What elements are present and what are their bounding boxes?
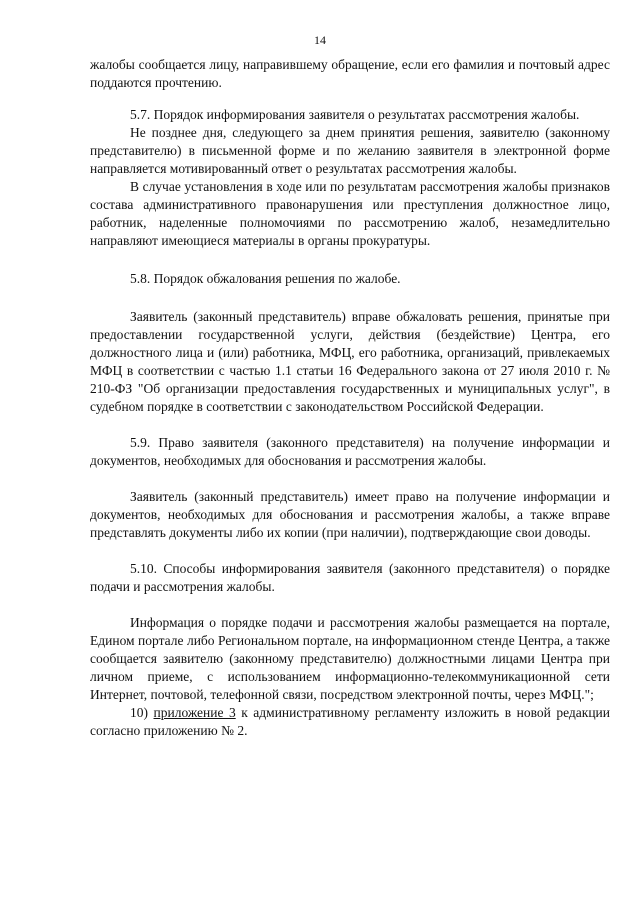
section-heading-5-10: 5.10. Способы информирования заявителя (законного представителя) о порядке подачи и рассмотрения жалобы. <box>90 561 610 594</box>
amendment-number: 10) <box>130 705 154 720</box>
section-heading-5-9: 5.9. Право заявителя (законного представителя) на получение информации и документов, необходимых для обоснования и рассмотрения жалобы. <box>90 435 610 468</box>
paragraph-prosecutor-referral: В случае установления в ходе или по результатам рассмотрения жалобы признаков состава административного правонарушения или преступления должностное лицо, работник, наделенные полномочиями по рассмотрению жалоб, незамедлительно направляют имеющиеся материалы в органы прокуратуры. <box>90 179 610 248</box>
amendment-text: к административному регламенту изложить в новой редакции согласно приложению № 2. <box>90 705 611 738</box>
paragraph-continuation: жалобы сообщается лицу, направившему обращение, если его фамилия и почтовый адрес поддаются прочтению. <box>90 57 610 90</box>
paragraph-appeal-right: Заявитель (законный представитель) вправе обжаловать решения, принятые при предоставлении государственной услуги, действия (бездействие) Центра, его должностного лица и (или) работника, МФЦ, его работника, организаций, привлекаемых МФЦ в соответствии с частью 1.1 статьи 16 Федерального закона от 27 июля 2010 г. № 210-ФЗ "Об организации предоставления государственных и муниципальных услуг", в судебном порядке в соответствии с законодательством Российской Федерации. <box>90 309 610 414</box>
paragraph-response-deadline: Не позднее дня, следующего за днем принятия решения, заявителю (законному представителю) в письменной форме и по желанию заявителя в электронной форме направляется мотивированный ответ о результатах рассмотрения жалобы. <box>90 125 610 176</box>
section-heading-5-8: 5.8. Порядок обжалования решения по жалобе. <box>130 271 401 286</box>
annex-3-link[interactable]: приложение 3 <box>153 705 236 720</box>
paragraph-information-channels: Информация о порядке подачи и рассмотрения жалобы размещается на портале, Едином портале либо Региональном портале, на информационном стенде Центра, а также сообщается заявителю (законному представителю) должностными лицами Центра при личном приеме, с использованием информационно-телекоммуникационной сети Интернет, почтовой, телефонной связи, посредством электронной почты, через МФЦ."; <box>90 615 610 702</box>
paragraph-annex-amendment <box>90 704 610 740</box>
section-heading-5-7: 5.7. Порядок информирования заявителя о результатах рассмотрения жалобы. <box>130 107 580 122</box>
paragraph-information-right: Заявитель (законный представитель) имеет право на получение информации и документов, необходимых для обоснования и рассмотрения жалобы, а также вправе представлять документы либо их копии (при наличии), подтверждающие свои доводы. <box>90 489 610 540</box>
page-number: 14 <box>314 33 326 47</box>
document-body <box>90 56 610 740</box>
